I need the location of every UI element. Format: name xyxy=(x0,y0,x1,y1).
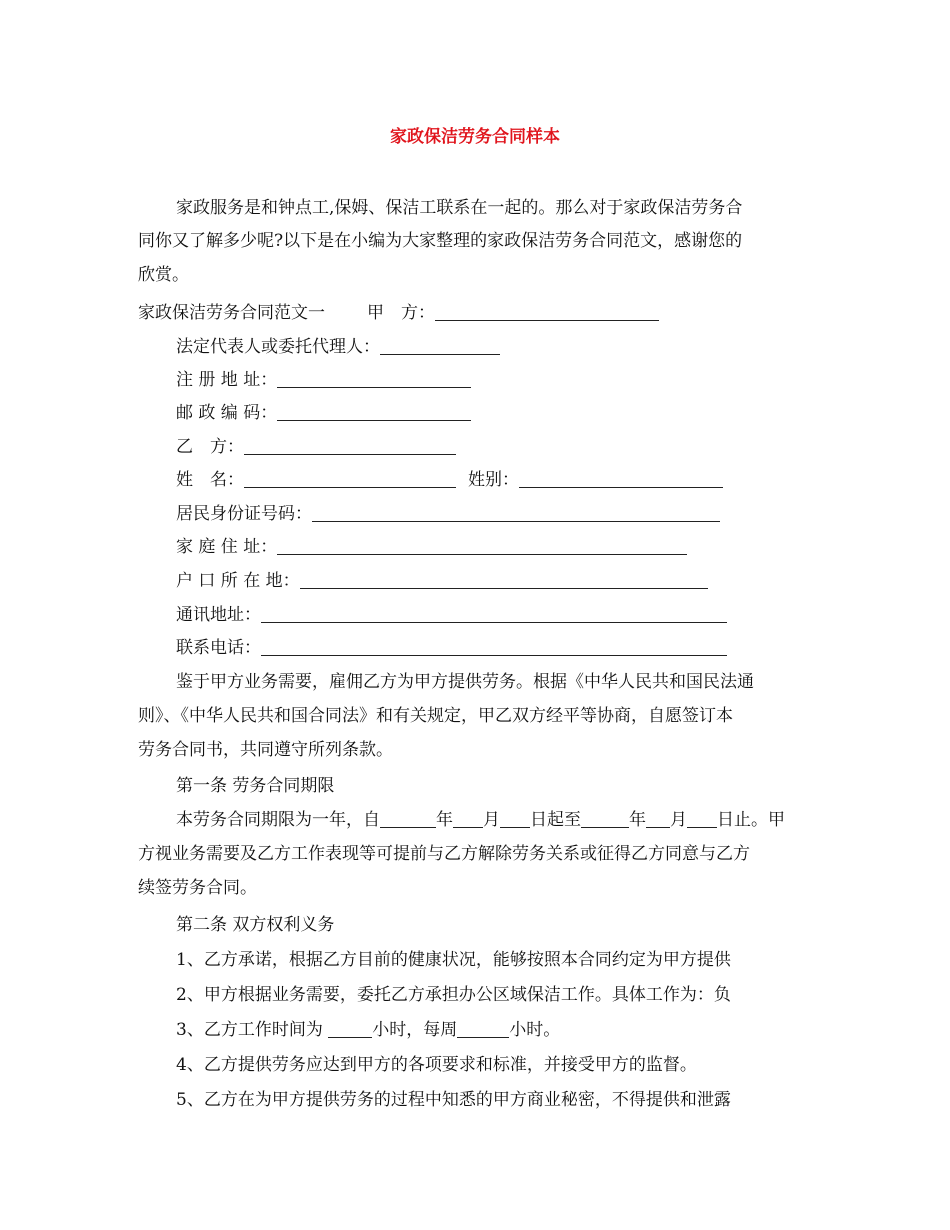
section-heading-row xyxy=(138,301,659,325)
article-1-line-2: 方视业务需要及乙方工作表现等可提前与乙方解除劳务关系或征得乙方同意与乙方 xyxy=(138,844,750,864)
reg-address-row xyxy=(176,368,471,392)
name-label: 姓 名： xyxy=(176,470,244,490)
id-number-label: 居民身份证号码： xyxy=(176,504,312,524)
party-a-blank xyxy=(435,302,659,321)
phone-label: 联系电话： xyxy=(176,638,261,658)
postcode-row xyxy=(176,401,471,425)
intro-line-2: 同你又了解多少呢?以下是在小编为大家整理的家政保洁劳务合同范文，感谢您的 xyxy=(138,231,743,251)
postcode-label: 邮 政 编 码： xyxy=(176,403,278,423)
preamble-line-1: 鉴于甲方业务需要，雇佣乙方为甲方提供劳务。根据《中华人民共和国民法通 xyxy=(176,672,754,692)
hours-text-c: 小时。 xyxy=(509,1020,561,1040)
gender-label: 姓别： xyxy=(468,470,519,490)
term-text-c: 月 xyxy=(483,810,500,830)
intro-line-1: 家政服务是和钟点工,保姆、保洁工联系在一起的。那么对于家政保洁劳务合 xyxy=(176,198,743,218)
article-2-item-3 xyxy=(176,1018,560,1042)
start-day-blank xyxy=(500,809,530,828)
hukou-row xyxy=(176,569,708,593)
home-address-label: 家 庭 住 址： xyxy=(176,537,278,557)
article-2-item-5: 5、乙方在为甲方提供劳务的过程中知悉的甲方商业秘密，不得提供和泄露 xyxy=(176,1090,731,1110)
id-number-blank xyxy=(312,503,720,522)
gender-blank xyxy=(519,469,723,488)
article-2-item-1: 1、乙方承诺，根据乙方目前的健康状况，能够按照本合同约定为甲方提供 xyxy=(176,950,731,970)
home-address-blank xyxy=(277,536,687,555)
mail-address-label: 通讯地址： xyxy=(176,605,261,625)
article-1-heading: 第一条 劳务合同期限 xyxy=(176,776,335,796)
end-year-blank xyxy=(581,809,629,828)
start-year-blank xyxy=(380,809,436,828)
hukou-blank xyxy=(300,570,708,589)
end-month-blank xyxy=(646,809,670,828)
article-1-line-1 xyxy=(176,808,785,832)
legal-rep-blank xyxy=(380,336,500,355)
term-text-g: 日止。甲 xyxy=(717,810,785,830)
preamble-line-3: 劳务合同书，共同遵守所列条款。 xyxy=(138,740,393,760)
name-blank xyxy=(244,469,456,488)
article-2-item-2: 2、甲方根据业务需要，委托乙方承担办公区域保洁工作。具体工作为：负 xyxy=(176,985,731,1005)
preamble-line-2: 则》、《中华人民共和国合同法》和有关规定，甲乙双方经平等协商，自愿签订本 xyxy=(138,706,733,726)
article-2-heading: 第二条 双方权利义务 xyxy=(176,915,335,935)
phone-row xyxy=(176,636,727,660)
start-month-blank xyxy=(453,809,483,828)
id-number-row xyxy=(176,502,720,526)
reg-address-label: 注 册 地 址： xyxy=(176,370,278,390)
phone-blank xyxy=(261,637,727,656)
hukou-label: 户 口 所 在 地： xyxy=(176,571,300,591)
intro-line-3: 欣赏。 xyxy=(138,265,189,285)
party-b-label: 乙 方： xyxy=(176,437,244,457)
daily-hours-blank xyxy=(328,1019,372,1038)
postcode-blank xyxy=(277,402,471,421)
term-text-a: 本劳务合同期限为一年，自 xyxy=(176,810,380,830)
term-text-f: 月 xyxy=(670,810,687,830)
mail-address-blank xyxy=(261,604,727,623)
name-gender-row xyxy=(176,468,723,492)
hours-text-b: 小时，每周 xyxy=(372,1020,458,1040)
weekly-hours-blank xyxy=(457,1019,509,1038)
term-text-d: 日起至 xyxy=(530,810,581,830)
document-title: 家政保洁劳务合同样本 xyxy=(390,127,560,147)
hours-text-a: 3、乙方工作时间为 xyxy=(176,1020,329,1040)
article-1-line-3: 续签劳务合同。 xyxy=(138,878,257,898)
section-heading: 家政保洁劳务合同范文一 xyxy=(138,303,325,323)
legal-rep-label: 法定代表人或委托代理人： xyxy=(176,337,380,357)
legal-rep-row xyxy=(176,335,500,359)
home-address-row xyxy=(176,535,687,559)
term-text-b: 年 xyxy=(436,810,453,830)
mail-address-row xyxy=(176,603,727,627)
party-b-row xyxy=(176,435,456,459)
party-b-blank xyxy=(244,436,456,455)
end-day-blank xyxy=(687,809,717,828)
term-text-e: 年 xyxy=(629,810,646,830)
article-2-item-4: 4、乙方提供劳务应达到甲方的各项要求和标准，并接受甲方的监督。 xyxy=(176,1055,697,1075)
reg-address-blank xyxy=(277,369,471,388)
party-a-label: 甲 方： xyxy=(367,303,435,323)
